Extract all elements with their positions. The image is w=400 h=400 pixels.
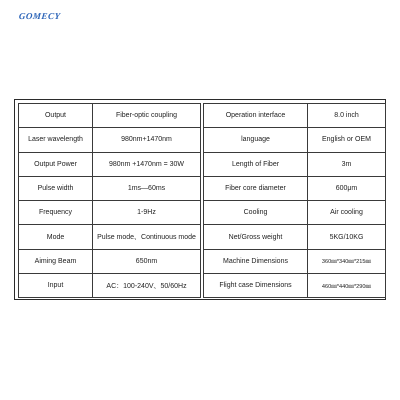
spec-label: Input [19,274,93,298]
table-row [204,128,386,152]
spec-value: 980nm+1470nm [93,128,201,152]
spec-value: 600μm [308,176,386,200]
spec-label: Fiber core diameter [204,176,308,200]
spec-value: 1-9Hz [93,201,201,225]
table-row [19,225,201,249]
spec-value: Fiber-optic coupling [93,104,201,128]
spec-label: Pulse width [19,176,93,200]
spec-label: Cooling [204,201,308,225]
spec-value: 650nm [93,249,201,273]
table-row [19,104,201,128]
spec-label: Net/Gross weight [204,225,308,249]
table-row [19,176,201,200]
spec-label: Flight case Dimensions [204,274,308,298]
spec-label: Mode [19,225,93,249]
table-row [19,274,201,298]
table-row [204,249,386,273]
spec-label: Output Power [19,152,93,176]
table-row [204,225,386,249]
spec-value: 1ms—60ms [93,176,201,200]
spec-label: Frequency [19,201,93,225]
spec-value: 5KG/10KG [308,225,386,249]
spec-value: Air cooling [308,201,386,225]
spec-label: Machine Dimensions [204,249,308,273]
table-row [19,152,201,176]
spec-label: language [204,128,308,152]
spec-label: Aiming Beam [19,249,93,273]
spec-label: Operation interface [204,104,308,128]
spec-table-right [203,103,386,298]
table-row [204,274,386,298]
spec-value: 980nm +1470nm = 30W [93,152,201,176]
table-row [204,176,386,200]
spec-label: Output [19,104,93,128]
spec-value: 3m [308,152,386,176]
table-row [204,152,386,176]
spec-value: English or OEM [308,128,386,152]
table-row [19,201,201,225]
spec-value: 360㎜*340㎜*215㎜ [308,249,386,273]
spec-value: AC：100-240V、50/60Hz [93,274,201,298]
brand-logo: GOMECY [18,11,62,21]
spec-value: Pulse mode、Continuous mode [93,225,201,249]
spec-label: Length of Fiber [204,152,308,176]
spec-table-left [18,103,201,298]
spec-sheet [14,99,386,300]
table-row [204,104,386,128]
table-row [19,249,201,273]
spec-value: 460㎜*440㎜*290㎜ [308,274,386,298]
table-row [204,201,386,225]
table-row [19,128,201,152]
spec-value: 8.0 inch [308,104,386,128]
spec-label: Laser wavelength [19,128,93,152]
